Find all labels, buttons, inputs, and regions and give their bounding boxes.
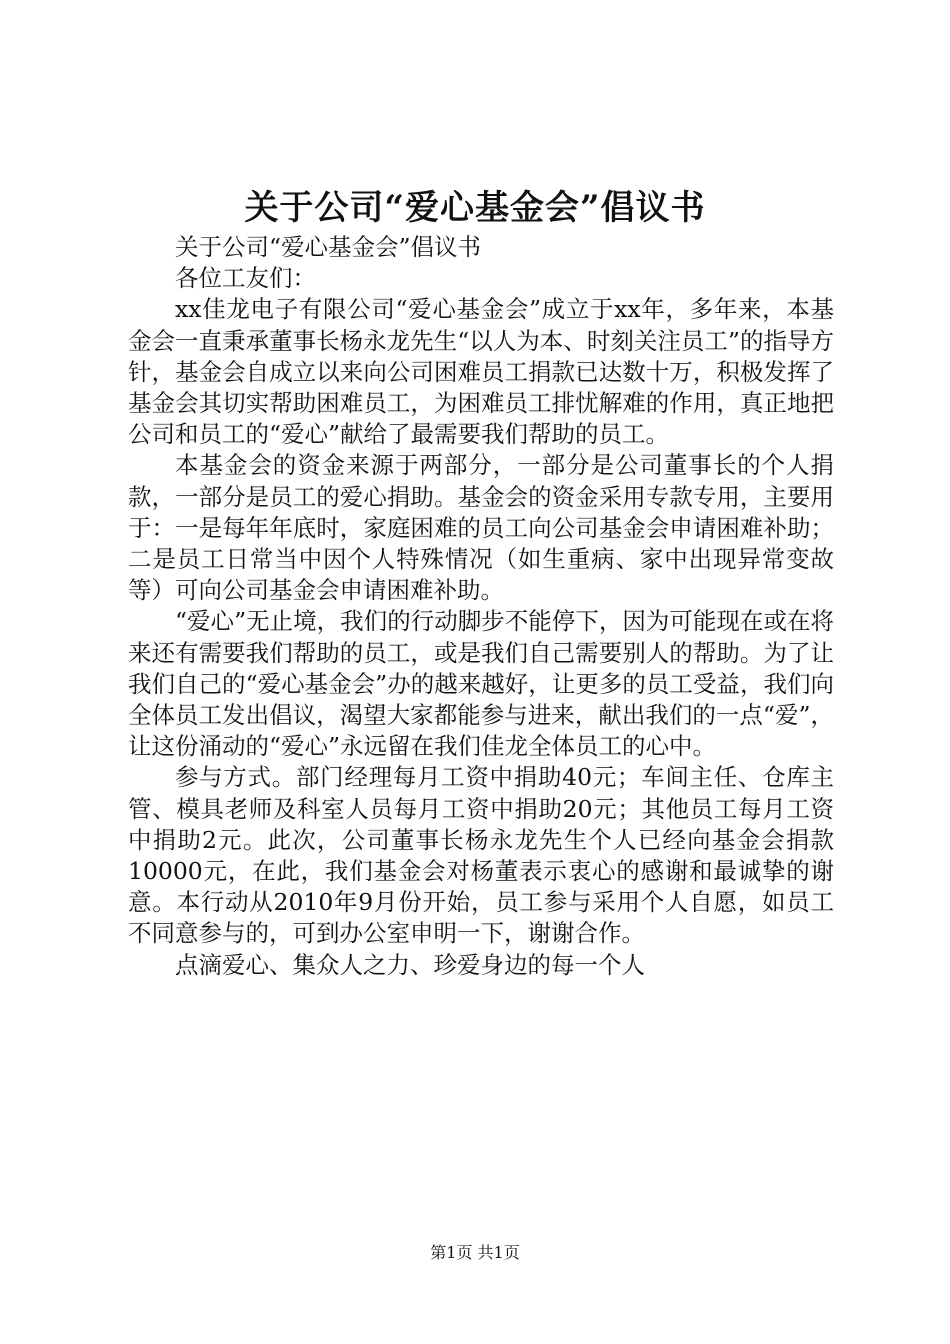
paragraph-appeal: “爱心”无止境，我们的行动脚步不能停下，因为可能现在或在将来还有需要我们帮助的员工，或是我们自己需要别人的帮助。为了让我们自己的“爱心基金会”办的越来越好，让更多的员工受益，我们向全体员工发出倡议，渴望大家都能参与进来，献出我们的一点“爱”，让这份涌动的“爱心”永远留在我们佳龙全体员工的心中。 — [128, 607, 834, 761]
document-body — [128, 232, 834, 981]
document-title: 关于公司“爱心基金会”倡议书 — [244, 188, 706, 228]
paragraph-funding-source: 本基金会的资金来源于两部分，一部分是公司董事长的个人捐款，一部分是员工的爱心捐助。基金会的资金采用专款专用，主要用于：一是每年年底时，家庭困难的员工向公司基金会申请困难补助；二是员工日常当中因个人特殊情况（如生重病、家中出现异常变故等）可向公司基金会申请困难补助。 — [128, 451, 834, 605]
page-footer: 第1页 共1页 — [430, 1243, 520, 1262]
paragraph-introduction: xx佳龙电子有限公司“爱心基金会”成立于xx年，多年来，本基金会一直秉承董事长杨永龙先生“以人为本、时刻关注员工”的指导方针，基金会自成立以来向公司困难员工捐款已达数十万，积极发挥了基金会其切实帮助困难员工，为困难员工排忧解难的作用，真正地把公司和员工的“爱心”献给了最需要我们帮助的员工。 — [128, 295, 834, 449]
paragraph-participation: 参与方式。部门经理每月工资中捐助40元；车间主任、仓库主管、模具老师及科室人员每月工资中捐助20元；其他员工每月工资中捐助2元。此次，公司董事长杨永龙先生个人已经向基金会捐款10000元，在此，我们基金会对杨董表示衷心的感谢和最诚挚的谢意。本行动从2010年9月份开始，员工参与采用个人自愿，如员工不同意参与的，可到办公室申明一下，谢谢合作。 — [128, 763, 834, 948]
paragraph-subtitle: 关于公司“爱心基金会”倡议书 — [175, 233, 482, 261]
paragraph-salutation: 各位工友们： — [175, 264, 316, 293]
paragraph-slogan: 点滴爱心、集众人之力、珍爱身边的每一个人 — [175, 950, 645, 979]
